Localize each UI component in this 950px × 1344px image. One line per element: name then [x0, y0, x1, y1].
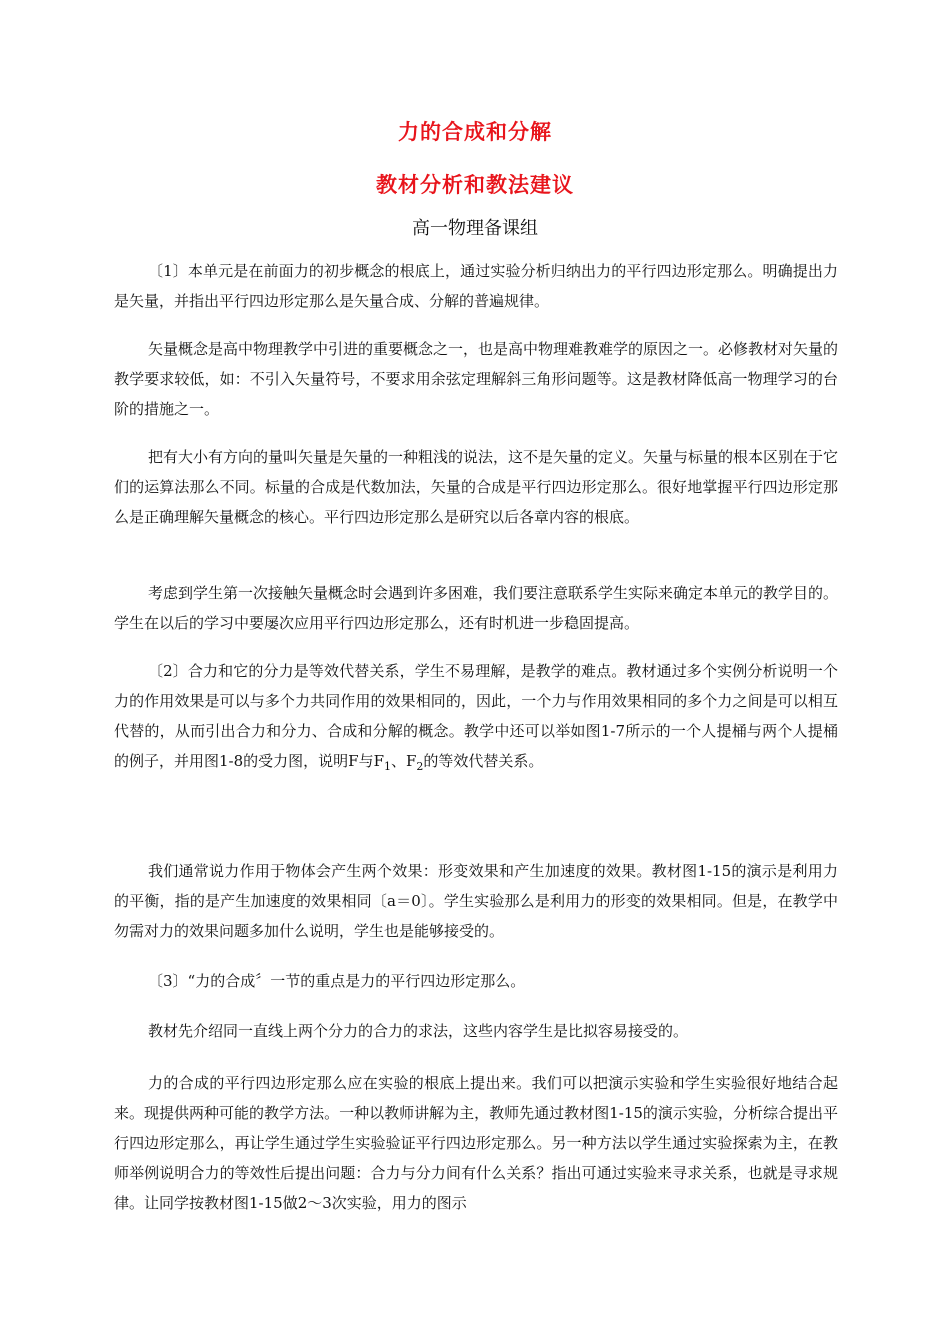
- title-secondary: 教材分析和教法建议: [376, 173, 574, 197]
- title-main: 力的合成和分解: [398, 120, 552, 144]
- subscript-1: 1: [383, 760, 391, 773]
- paragraph-3: 把有大小有方向的量叫矢量是矢量的一种粗浅的说法，这不是矢量的定义。矢量与标量的根本区别在于它们的运算法那么不同。标量的合成是代数加法，矢量的合成是平行四边形定那么。很好地掌握平行四边形定那么是正确理解矢量概念的核心。平行四边形定那么是研究以后各章内容的根底。: [114, 448, 839, 526]
- paragraph-7: 〔3〕“力的合成〞一节的重点是力的平行四边形定那么。: [148, 972, 526, 990]
- paragraph-2: 矢量概念是高中物理教学中引进的重要概念之一，也是高中物理难教难学的原因之一。必修教材对矢量的教学要求较低，如：不引入矢量符号，不要求用余弦定理解斜三角形问题等。这是教材降低高一物理学习的台阶的措施之一。: [114, 340, 839, 418]
- paragraph-8: 教材先介绍同一直线上两个分力的合力的求法，这些内容学生是比拟容易接受的。: [148, 1022, 689, 1040]
- paragraph-5-text: 〔2〕合力和它的分力是等效代替关系，学生不易理解，是教学的难点。教材通过多个实例分析说明一个力的作用效果是可以与多个力共同作用的效果相同的，因此，一个力与作用效果相同的多个力之间是可以相互代替的，从而引出合力和分力、合成和分解的概念。教学中还可以举如图1-7所示的一个人提桶与两个人提桶的例子，并用图1-8的受力图，说明F与F: [114, 662, 838, 770]
- paragraph-5-separator: 、F: [390, 752, 417, 770]
- paragraph-9: 力的合成的平行四边形定那么应在实验的根底上提出来。我们可以把演示实验和学生实验很好地结合起来。现提供两种可能的教学方法。一种以教师讲解为主，教师先通过教材图1-15的演示实验，分析综合提出平行四边形定那么，再让学生通过学生实验验证平行四边形定那么。另一种方法以学生通过实验探索为主，在教师举例说明合力的等效性后提出问题：合力与分力间有什么关系？指出可通过实验来寻求关系，也就是寻求规律。让同学按教材图1-15做2～3次实验，用力的图示: [114, 1074, 838, 1212]
- subscript-2: 2: [416, 760, 424, 773]
- paragraph-1: 〔1〕本单元是在前面力的初步概念的根底上，通过实验分析归纳出力的平行四边形定那么。明确提出力是矢量，并指出平行四边形定那么是矢量合成、分解的普遍规律。: [114, 262, 838, 310]
- paragraph-5: [114, 656, 838, 776]
- author-line: 高一物理备课组: [412, 218, 538, 239]
- paragraph-4: 考虑到学生第一次接触矢量概念时会遇到许多困难，我们要注意联系学生实际来确定本单元的教学目的。学生在以后的学习中要屡次应用平行四边形定那么，还有时机进一步稳固提高。: [114, 584, 839, 632]
- paragraph-5-end: 的等效代替关系。: [423, 752, 544, 770]
- paragraph-6: 我们通常说力作用于物体会产生两个效果：形变效果和产生加速度的效果。教材图1-15的演示是利用力的平衡，指的是产生加速度的效果相同〔a＝0〕。学生实验那么是利用力的形变的效果相同。但是，在教学中勿需对力的效果问题多加什么说明，学生也是能够接受的。: [114, 862, 838, 940]
